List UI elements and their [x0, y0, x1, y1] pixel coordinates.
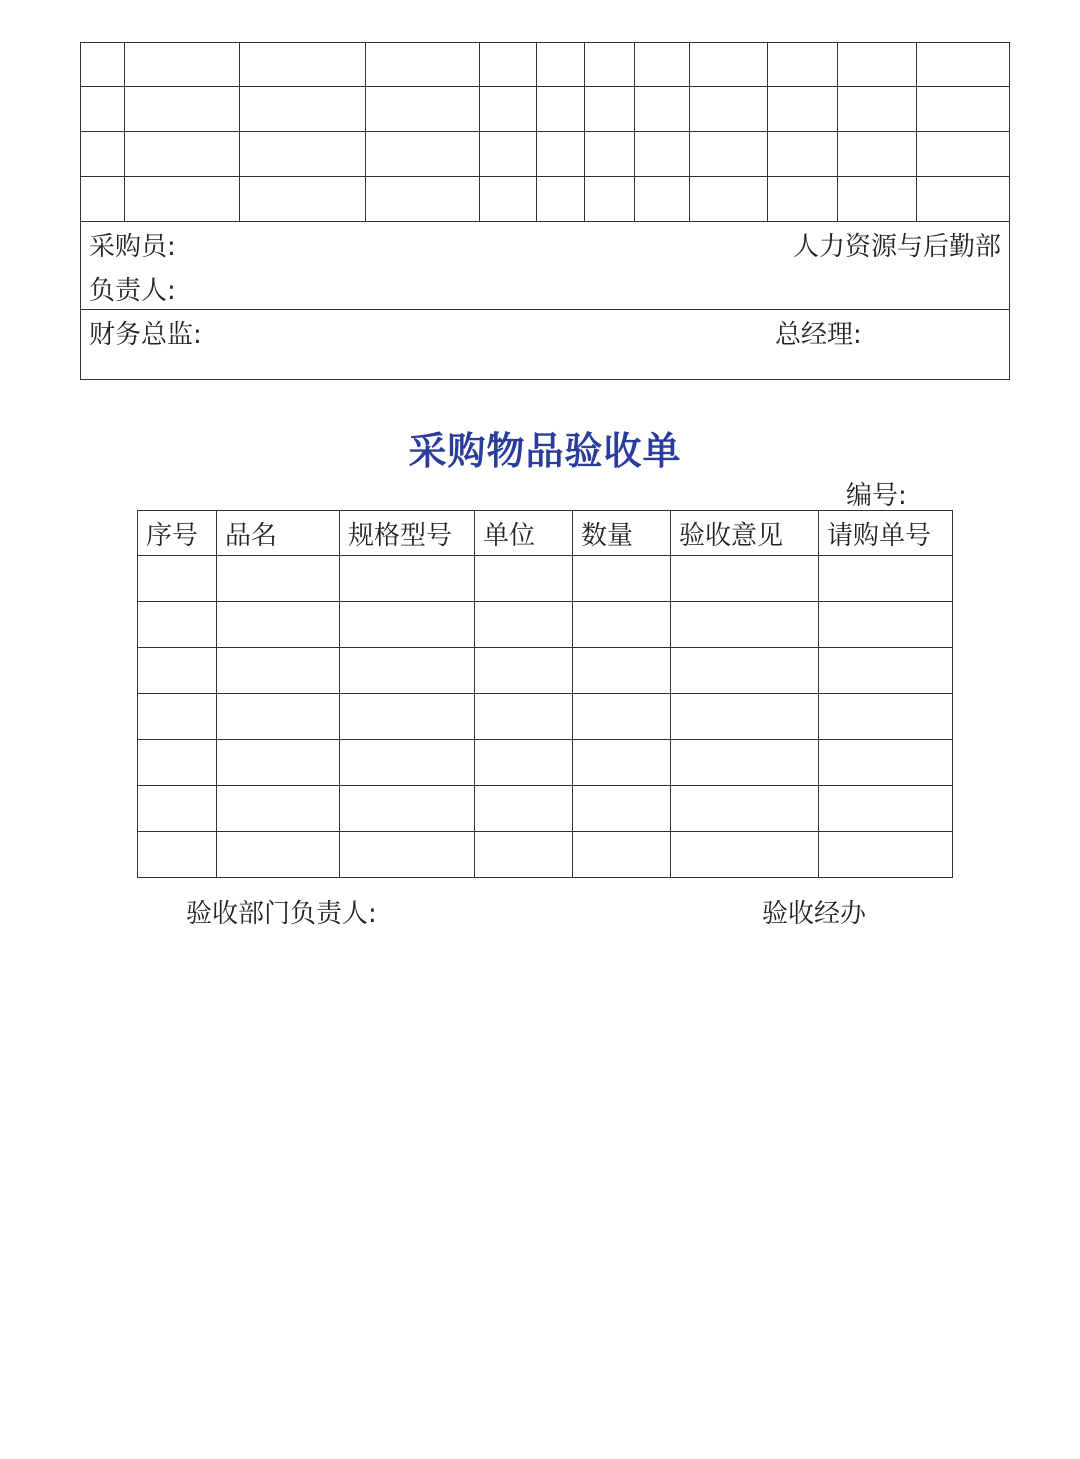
table-cell[interactable] [838, 42, 917, 87]
table-cell[interactable] [819, 740, 953, 786]
table-cell[interactable] [340, 786, 475, 832]
table-cell[interactable] [138, 556, 217, 602]
purchaser-label: 采购员: [89, 232, 176, 262]
table-cell[interactable] [138, 740, 217, 786]
table-row [80, 86, 1010, 131]
table-cell[interactable] [671, 602, 819, 648]
table-cell[interactable] [635, 131, 690, 176]
table-cell[interactable] [138, 786, 217, 832]
table-row [138, 832, 953, 878]
table-cell[interactable] [573, 648, 671, 694]
table-cell[interactable] [671, 694, 819, 740]
table-row [80, 176, 1010, 221]
table-cell[interactable] [573, 832, 671, 878]
table-cell[interactable] [480, 131, 537, 176]
table-cell[interactable] [573, 740, 671, 786]
table-cell[interactable] [138, 648, 217, 694]
table-cell[interactable] [690, 131, 768, 176]
table-cell[interactable] [819, 832, 953, 878]
table-cell[interactable] [138, 694, 217, 740]
table-row [138, 602, 953, 648]
table-cell[interactable] [125, 42, 240, 87]
document-number-label: 编号: [846, 481, 907, 511]
table-cell[interactable] [80, 86, 125, 131]
table-cell[interactable] [819, 556, 953, 602]
table-cell[interactable] [838, 131, 917, 176]
table-cell[interactable] [690, 42, 768, 87]
column-header-inspection-opinion: 验收意见 [671, 511, 819, 556]
table-cell[interactable] [537, 86, 585, 131]
table-cell[interactable] [475, 832, 573, 878]
table-cell[interactable] [917, 42, 1010, 87]
table-cell[interactable] [671, 832, 819, 878]
table-cell[interactable] [80, 131, 125, 176]
table-cell[interactable] [537, 176, 585, 221]
table-cell[interactable] [917, 86, 1010, 131]
table-cell[interactable] [635, 86, 690, 131]
table-cell[interactable] [125, 176, 240, 221]
top-form-section [80, 42, 1010, 380]
table-cell[interactable] [768, 176, 838, 221]
table-cell[interactable] [671, 556, 819, 602]
table-row [80, 131, 1010, 176]
table-cell[interactable] [240, 86, 366, 131]
table-cell[interactable] [340, 556, 475, 602]
table-cell[interactable] [366, 42, 480, 87]
table-cell[interactable] [585, 131, 635, 176]
table-cell[interactable] [635, 176, 690, 221]
table-cell[interactable] [585, 42, 635, 87]
table-cell[interactable] [475, 602, 573, 648]
general-manager-label: 总经理: [775, 320, 862, 350]
table-cell[interactable] [366, 131, 480, 176]
table-cell[interactable] [671, 740, 819, 786]
inspection-handler-label: 验收经办 [762, 899, 867, 929]
table-cell[interactable] [480, 86, 537, 131]
table-cell[interactable] [475, 786, 573, 832]
table-cell[interactable] [217, 832, 340, 878]
table-cell[interactable] [217, 648, 340, 694]
table-cell[interactable] [125, 86, 240, 131]
inspection-dept-head-label: 验收部门负责人: [186, 899, 377, 929]
table-cell[interactable] [480, 176, 537, 221]
top-form-grid [80, 42, 1010, 222]
table-cell[interactable] [819, 786, 953, 832]
table-cell[interactable] [340, 602, 475, 648]
table-cell[interactable] [217, 556, 340, 602]
page-title: 采购物品验收单 [408, 429, 682, 473]
column-header-index: 序号 [138, 511, 217, 556]
table-cell[interactable] [340, 832, 475, 878]
table-cell[interactable] [240, 42, 366, 87]
table-row [138, 694, 953, 740]
table-cell[interactable] [138, 602, 217, 648]
table-cell[interactable] [819, 694, 953, 740]
table-cell[interactable] [690, 176, 768, 221]
table-cell[interactable] [80, 42, 125, 87]
table-row [80, 42, 1010, 87]
table-cell[interactable] [819, 648, 953, 694]
table-cell[interactable] [671, 648, 819, 694]
table-cell[interactable] [340, 694, 475, 740]
table-cell[interactable] [819, 602, 953, 648]
table-cell[interactable] [366, 86, 480, 131]
table-cell[interactable] [537, 42, 585, 87]
table-row [138, 740, 953, 786]
table-cell[interactable] [240, 176, 366, 221]
table-cell[interactable] [480, 42, 537, 87]
table-header-row [138, 511, 953, 556]
table-cell[interactable] [475, 648, 573, 694]
cfo-label: 财务总监: [89, 320, 202, 350]
table-cell[interactable] [917, 131, 1010, 176]
table-cell[interactable] [475, 556, 573, 602]
responsible-person-label: 负责人: [89, 276, 176, 306]
hr-dept-label: 人力资源与后勤部 [792, 232, 1001, 262]
table-cell[interactable] [585, 86, 635, 131]
table-cell[interactable] [768, 86, 838, 131]
table-cell[interactable] [573, 694, 671, 740]
table-cell[interactable] [635, 42, 690, 87]
receipt-table [137, 510, 953, 878]
column-header-unit: 单位 [475, 511, 573, 556]
table-cell[interactable] [573, 556, 671, 602]
table-cell[interactable] [80, 176, 125, 221]
table-cell[interactable] [585, 176, 635, 221]
table-cell[interactable] [573, 602, 671, 648]
table-row [138, 786, 953, 832]
table-cell[interactable] [366, 176, 480, 221]
table-cell[interactable] [768, 42, 838, 87]
table-row [138, 556, 953, 602]
table-cell[interactable] [475, 740, 573, 786]
column-header-quantity: 数量 [573, 511, 671, 556]
table-cell[interactable] [690, 86, 768, 131]
table-cell[interactable] [217, 602, 340, 648]
table-cell[interactable] [838, 176, 917, 221]
column-header-spec-model: 规格型号 [340, 511, 475, 556]
table-row [138, 648, 953, 694]
column-header-item-name: 品名 [217, 511, 340, 556]
table-cell[interactable] [917, 176, 1010, 221]
table-cell[interactable] [838, 86, 917, 131]
table-cell[interactable] [217, 740, 340, 786]
table-cell[interactable] [125, 131, 240, 176]
table-cell[interactable] [217, 694, 340, 740]
table-cell[interactable] [138, 832, 217, 878]
table-cell[interactable] [768, 131, 838, 176]
column-header-requisition-number: 请购单号 [819, 511, 953, 556]
table-cell[interactable] [217, 786, 340, 832]
table-cell[interactable] [475, 694, 573, 740]
divider [81, 309, 1009, 310]
table-cell[interactable] [573, 786, 671, 832]
table-cell[interactable] [671, 786, 819, 832]
table-cell[interactable] [340, 740, 475, 786]
table-cell[interactable] [340, 648, 475, 694]
table-cell[interactable] [537, 131, 585, 176]
table-cell[interactable] [240, 131, 366, 176]
